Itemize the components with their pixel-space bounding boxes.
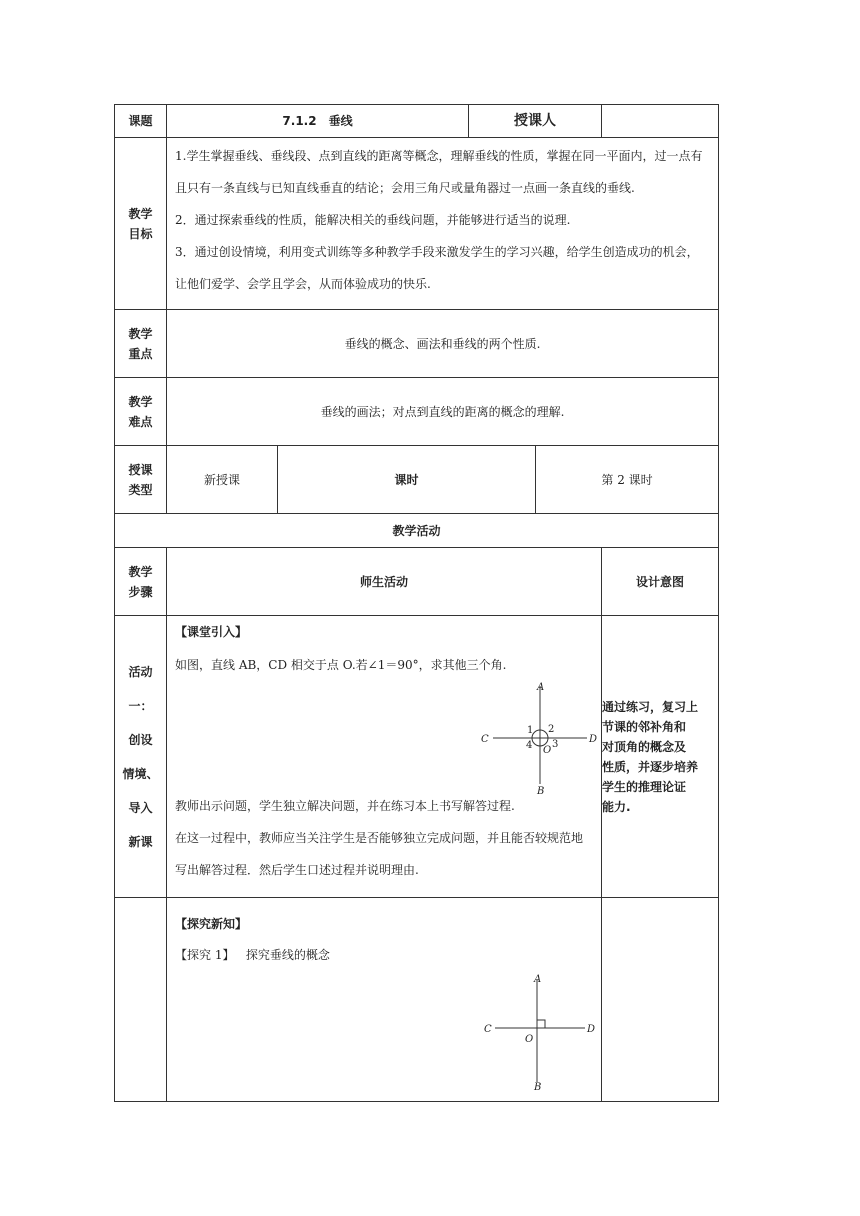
activity1-step-label: 活动 一： 创设 情境、 导入 新课 (115, 616, 167, 898)
teacher-value (602, 105, 719, 138)
figure-label-O: O (543, 745, 552, 756)
activity1-paragraph-2: 在这一过程中，教师应当关注学生是否能够独立完成问题，并且能否较规范地写出解答过程．然后学生口述过程并说明理由. (175, 831, 584, 877)
activity2-section-title: 【探究新知】 (175, 917, 248, 931)
activity2-subtitle-text: 探究垂线的概念 (245, 948, 330, 962)
difficulties-label: 教学 难点 (115, 378, 167, 446)
objective-item-3: 3．通过创设情境，利用变式训练等多种教学手段来激发学生的学习兴趣，给学生创造成功的机会，让他们爱学、会学且学会，从而体验成功的快乐. (175, 245, 699, 291)
activity1-question: 如图，直线 AB，CD 相交于点 O.若∠1＝90°，求其他三个角. (175, 658, 507, 672)
key-points-label: 教学 重点 (115, 310, 167, 378)
lesson-plan-table (114, 104, 719, 1102)
intersecting-lines-figure (175, 680, 598, 797)
activity2-content (167, 898, 602, 1102)
intent-column-label: 设计意图 (602, 548, 719, 616)
activity2-step-label (115, 898, 167, 1102)
key-points-row (115, 310, 719, 378)
objectives-row (115, 138, 719, 310)
figure-label-B: B (537, 786, 545, 797)
difficulties-row (115, 378, 719, 446)
activity2-subtitle (175, 940, 593, 970)
lesson-type-row (115, 446, 719, 514)
figure-label-D: D (589, 734, 598, 745)
period-value: 第 2 课时 (536, 446, 719, 514)
activity1-content (167, 616, 602, 898)
lesson-type-label: 授课 类型 (115, 446, 167, 514)
activity1-section-title: 【课堂引入】 (175, 625, 248, 639)
figure-label-C: C (481, 734, 489, 745)
period-label: 课时 (278, 446, 536, 514)
perp-label-A: A (534, 974, 542, 985)
key-points-text: 垂线的概念、画法和垂线的两个性质. (167, 310, 719, 378)
objectives-label: 教学 目标 (115, 138, 167, 310)
activity1-paragraph-1: 教师出示问题，学生独立解决问题，并在练习本上书写解答过程. (175, 799, 515, 813)
perp-label-D: D (587, 1024, 596, 1035)
activity2-intent (602, 898, 719, 1102)
steps-column-label: 教学 步骤 (115, 548, 167, 616)
topic-title: 7.1.2 垂线 (167, 105, 469, 138)
activity1-row (115, 616, 719, 898)
perp-label-B: B (534, 1082, 542, 1093)
header-row (115, 105, 719, 138)
angle-label-2: 2 (548, 724, 555, 735)
perpendicular-lines-figure (175, 970, 596, 1093)
topic-label: 课题 (115, 105, 167, 138)
angle-label-3: 3 (552, 739, 559, 750)
figure-label-A: A (537, 682, 545, 693)
activities-title: 教学活动 (115, 514, 719, 548)
objectives-content (167, 138, 719, 310)
activity2-row (115, 898, 719, 1102)
objective-item-1: 1.学生掌握垂线、垂线段、点到直线的距离等概念，理解垂线的性质，掌握在同一平面内，过一点有且只有一条直线与已知直线垂直的结论；会用三角尺或量角器过一点画一条直线的垂线. (175, 149, 703, 195)
teacher-label: 授课人 (469, 105, 602, 138)
lesson-type-value: 新授课 (167, 446, 278, 514)
angle-label-1: 1 (527, 725, 534, 736)
perp-label-C: C (484, 1024, 492, 1035)
activities-title-row (115, 514, 719, 548)
activity-column-label: 师生活动 (167, 548, 602, 616)
angle-label-4: 4 (526, 740, 533, 751)
activity2-subtitle-tag: 【探究 1】 (175, 948, 235, 962)
activity-columns-row (115, 548, 719, 616)
perp-label-O: O (525, 1034, 534, 1045)
difficulties-text: 垂线的画法；对点到直线的距离的概念的理解. (167, 378, 719, 446)
objective-item-2: 2．通过探索垂线的性质，能解决相关的垂线问题，并能够进行适当的说理. (175, 213, 571, 227)
activity1-intent: 通过练习，复习上 节课的邻补角和 对顶角的概念及 性质，并逐步培养 学生的推理论证 能力. (602, 616, 719, 898)
